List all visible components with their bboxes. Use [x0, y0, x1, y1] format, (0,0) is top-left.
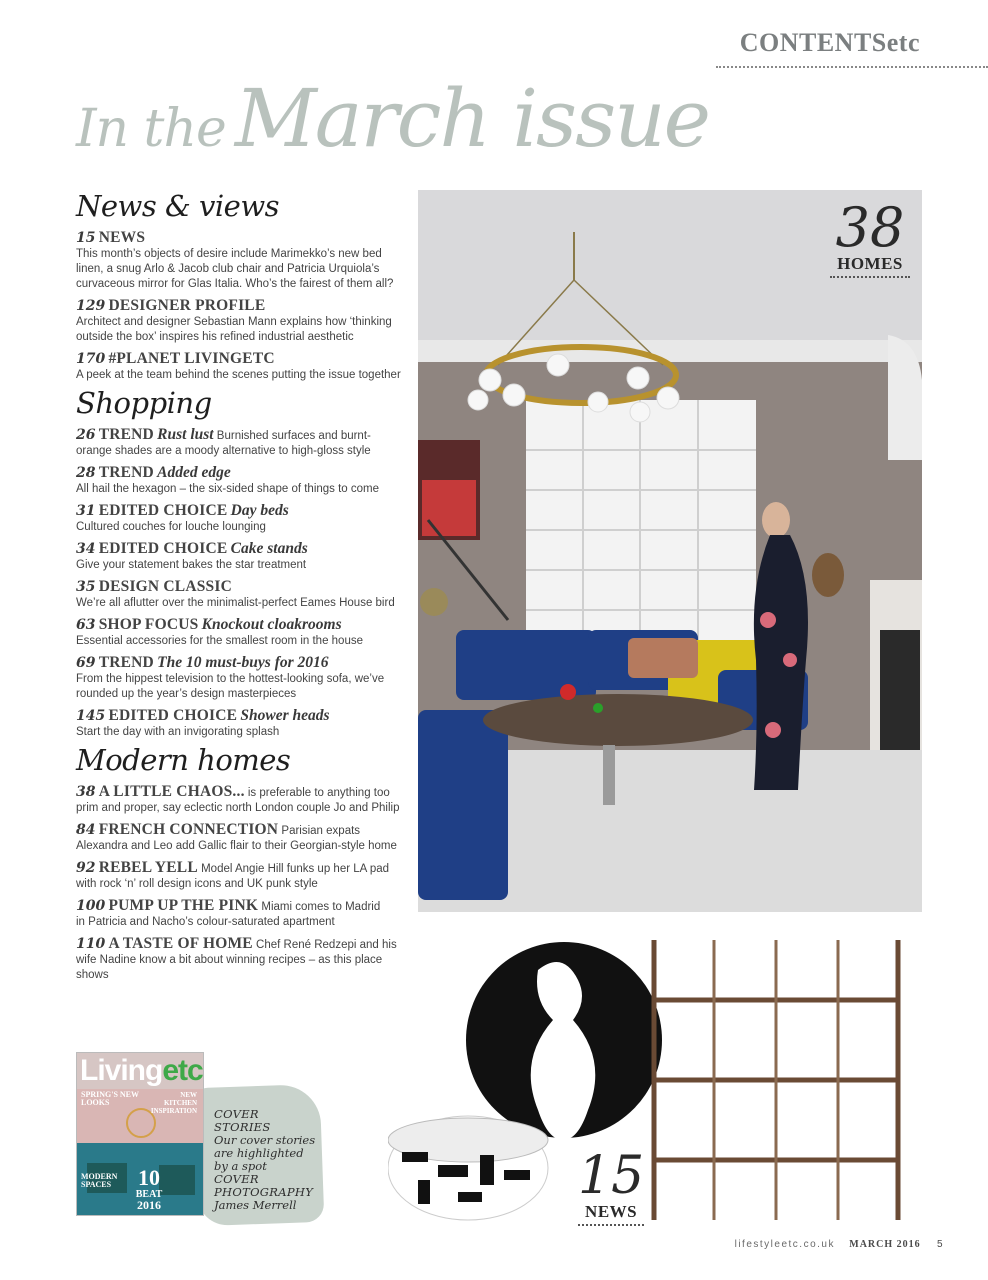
- page-title: [76, 72, 709, 165]
- contents-entry: [76, 617, 404, 649]
- page-number: 170: [76, 351, 106, 367]
- contents-entry: [76, 579, 404, 611]
- entry-description: Alexandra and Leo add Gallic flair to their Georgian-style home: [76, 840, 397, 852]
- entry-keyword: DESIGN CLASSIC: [98, 578, 232, 595]
- footer-page-number: 5: [936, 1239, 944, 1250]
- homes-rule: [830, 276, 910, 278]
- section-heading: Modern homes: [76, 743, 291, 777]
- entry-description: Burnished surfaces and burnt-: [216, 430, 371, 442]
- entry-keyword: NEWS: [98, 229, 146, 246]
- cover-logo: [77, 1053, 204, 1089]
- entry-description: rounded up the year’s design masterpieces: [76, 688, 297, 700]
- entry-description: orange shades are a moody alternative to high-gloss style: [76, 445, 371, 457]
- entry-title-line: [76, 503, 404, 520]
- entry-subtitle: Knockout cloakrooms: [201, 616, 342, 633]
- entry-title-line: [76, 708, 404, 725]
- entry-title-line: [76, 298, 404, 315]
- entry-title-line: [76, 579, 404, 596]
- entry-description: A peek at the team behind the scenes putting the issue together: [76, 369, 401, 381]
- entry-subtitle: Day beds: [230, 502, 289, 519]
- entry-keyword: TREND: [98, 426, 154, 443]
- footer-month: MARCH 2016: [849, 1239, 921, 1250]
- entry-keyword: REBEL YELL: [98, 859, 198, 876]
- page-number: 145: [76, 708, 106, 724]
- page-number: 63: [76, 617, 96, 633]
- entry-description: wife Nadine know a bit about winning recipes – as this place shows: [76, 954, 383, 981]
- entry-title-line: [76, 860, 404, 877]
- contents-entry: [76, 860, 404, 892]
- contents-entry: [76, 298, 404, 345]
- entry-title-line: [76, 784, 404, 801]
- cover-logo-etc: etc: [162, 1054, 203, 1087]
- entry-keyword: EDITED CHOICE: [98, 540, 228, 557]
- entry-description: This month’s objects of desire include Marimekko’s new bed: [76, 248, 382, 260]
- entry-description: is preferable to anything too: [247, 787, 390, 799]
- cover-feature-text: [127, 1167, 171, 1211]
- cover-big-number: 10: [138, 1165, 160, 1190]
- magazine-cover: [76, 1052, 204, 1216]
- page-number: 100: [76, 898, 106, 914]
- entry-title-line: [76, 465, 404, 482]
- page-number: 38: [76, 784, 96, 800]
- entry-description: curvaceous mirror for Glas Italia. Who’s the fairest of them all?: [76, 278, 394, 290]
- homes-page-number: 38: [835, 196, 905, 259]
- contents-entry: [76, 936, 404, 983]
- entry-keyword: FRENCH CONNECTION: [98, 821, 279, 838]
- news-products-photo: [388, 940, 908, 1230]
- entry-description: outside the box’ inspires his refined industrial aesthetic: [76, 331, 354, 343]
- contents-entry: [76, 708, 404, 740]
- entry-description: Cultured couches for louche lounging: [76, 521, 266, 533]
- entry-subtitle: Added edge: [157, 464, 231, 481]
- page-number: 35: [76, 579, 96, 595]
- page-number: 28: [76, 465, 96, 481]
- entry-keyword: PUMP UP THE PINK: [108, 897, 259, 914]
- news-label: NEWS: [585, 1202, 638, 1221]
- entry-keyword: DESIGNER PROFILE: [108, 297, 266, 314]
- entry-description: Parisian expats: [281, 825, 361, 837]
- page-number: 15: [76, 230, 96, 246]
- entry-title-line: [76, 936, 404, 953]
- entry-description: linen, a snug Arlo & Jacob club chair and Patricia Urquiola’s: [76, 263, 380, 275]
- entry-subtitle: Rust lust: [157, 426, 214, 443]
- cover-caption-line: by a spot: [214, 1159, 267, 1173]
- homes-label: HOMES: [837, 254, 903, 273]
- cover-caption-line: COVER: [214, 1107, 259, 1121]
- cover-caption: [214, 1108, 326, 1212]
- entry-keyword: A LITTLE CHAOS...: [98, 783, 245, 800]
- entry-subtitle: The 10 must-buys for 2016: [157, 654, 329, 671]
- entry-keyword: EDITED CHOICE: [108, 707, 238, 724]
- cover-caption-line: Our cover stories: [214, 1133, 316, 1147]
- feature-room-photo: [418, 190, 922, 912]
- page-number: 31: [76, 503, 96, 519]
- homes-badge: [830, 196, 910, 278]
- contents-entry: [76, 351, 404, 383]
- cover-logo-main: Living: [80, 1054, 163, 1087]
- section-label: CONTENTSetc: [739, 28, 920, 57]
- entry-title-line: [76, 655, 404, 672]
- entry-description: All hail the hexagon – the six-sided shape of things to come: [76, 483, 380, 495]
- entry-description: Miami comes to Madrid: [261, 901, 381, 913]
- entry-subtitle: Cake stands: [230, 540, 308, 557]
- cover-kitchen-text: NEW KITCHEN INSPIRATION: [150, 1091, 197, 1115]
- contents-entry: [76, 230, 404, 292]
- entry-description: We’re all aflutter over the minimalist-perfect Eames House bird: [76, 597, 395, 609]
- entry-keyword: #PLANET LIVINGETC: [108, 350, 275, 367]
- page-number: 69: [76, 655, 96, 671]
- entry-description: Give your statement bakes the star treatment: [76, 559, 307, 571]
- entry-description: Architect and designer Sebastian Mann explains how ‘thinking: [76, 316, 392, 328]
- contents-entry: [76, 541, 404, 573]
- page-number: 110: [76, 936, 106, 952]
- entry-keyword: SHOP FOCUS: [98, 616, 199, 633]
- section-heading: Shopping: [76, 386, 212, 420]
- entry-subtitle: Shower heads: [240, 707, 330, 724]
- news-rule: [578, 1224, 644, 1226]
- cover-caption-line: COVER: [214, 1172, 259, 1186]
- contents-entry: [76, 898, 404, 930]
- contents-entry: [76, 655, 404, 702]
- entry-description: Start the day with an invigorating splash: [76, 726, 280, 738]
- entry-keyword: A TASTE OF HOME: [108, 935, 253, 952]
- entry-title-line: [76, 230, 404, 247]
- page-number: 26: [76, 427, 96, 443]
- cover-caption-line: are highlighted: [214, 1146, 304, 1160]
- table-of-contents: [76, 186, 404, 983]
- entry-description: From the hippest television to the hottest-looking sofa, we’ve: [76, 673, 385, 685]
- cover-caption-line: STORIES: [214, 1120, 271, 1134]
- cover-spring-text: SPRING'S NEW LOOKS: [81, 1090, 139, 1107]
- entry-keyword: EDITED CHOICE: [98, 502, 228, 519]
- entry-title-line: [76, 617, 404, 634]
- title-big: March issue: [234, 72, 709, 165]
- entry-title-line: [76, 822, 404, 839]
- entry-keyword: TREND: [98, 464, 154, 481]
- cover-caption-line: PHOTOGRAPHY: [214, 1185, 314, 1199]
- page-number: 129: [76, 298, 106, 314]
- news-badge: [578, 1146, 645, 1226]
- cover-year: 2016: [137, 1198, 161, 1212]
- entry-description: with rock ‘n’ roll design icons and UK punk style: [76, 878, 318, 890]
- contents-entry: [76, 822, 404, 854]
- contents-entry: [76, 465, 404, 497]
- entry-title-line: [76, 898, 404, 915]
- entry-title-line: [76, 541, 404, 558]
- entry-description: prim and proper, say eclectic north London couple Jo and Philip: [76, 802, 400, 814]
- entry-title-line: [76, 427, 404, 444]
- page-number: 84: [76, 822, 96, 838]
- footer-site: lifestyleetc.co.uk: [734, 1239, 835, 1250]
- entry-description: Model Angie Hill funks up her LA pad: [201, 863, 390, 875]
- title-small: In the: [76, 99, 226, 159]
- page-number: 34: [76, 541, 96, 557]
- entry-keyword: TREND: [98, 654, 154, 671]
- cover-modern-text: MODERN SPACES: [81, 1172, 118, 1189]
- page-number: 92: [76, 860, 96, 876]
- cover-big-label: BEAT: [135, 1189, 163, 1200]
- entry-description: in Patricia and Nacho’s colour-saturated apartment: [76, 916, 335, 928]
- entry-title-line: [76, 351, 404, 368]
- page-footer: [735, 1239, 944, 1250]
- cover-caption-line: James Merrell: [214, 1198, 297, 1212]
- contents-entry: [76, 503, 404, 535]
- entry-description: Chef René Redzepi and his: [256, 939, 397, 951]
- contents-entry: [76, 784, 404, 816]
- news-page-number: 15: [578, 1146, 645, 1206]
- contents-entry: [76, 427, 404, 459]
- entry-description: Essential accessories for the smallest room in the house: [76, 635, 363, 647]
- section-heading: News & views: [76, 189, 280, 223]
- section-rule: [716, 66, 988, 68]
